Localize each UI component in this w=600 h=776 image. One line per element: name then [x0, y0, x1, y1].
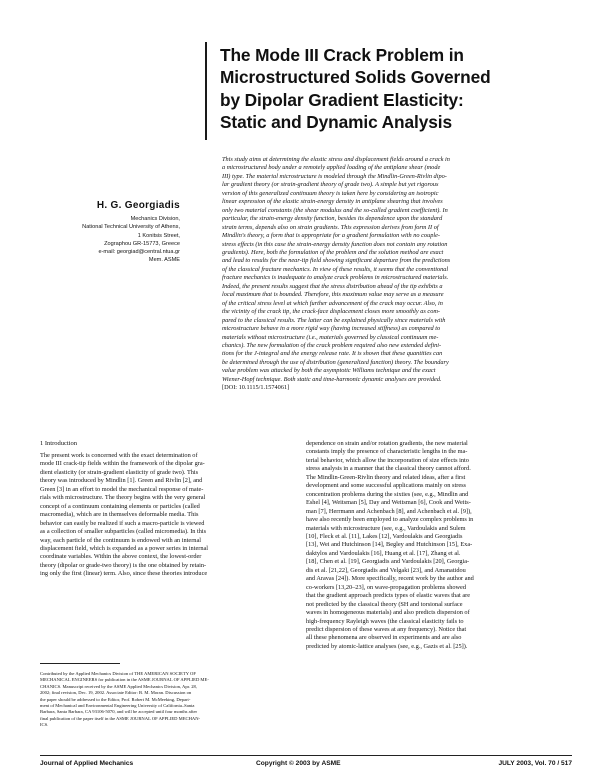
body-line: have also recently been employed to analyze complex problems in [306, 516, 474, 524]
abstract-line: pared to the classical results. The latter can be explained physically since materials with [222, 316, 446, 324]
abstract-line: linear expression of the elastic strain-energy density in antiplane shearing that involves [222, 198, 443, 206]
abstract-line: Indeed, the present results suggest that the stress distribution ahead of the tip exhibits a [222, 282, 443, 290]
affiliation-line: Mechanics Division, [130, 216, 180, 222]
author-name: H. G. Georgiadis [96, 200, 180, 211]
title-line: The Mode III Crack Problem in [220, 45, 464, 65]
footnote-line: MECHANICAL ENGINEERS for publication in the ASME JOURNAL OF APPLIED ME- [40, 677, 209, 683]
body-line: Eshel [4], Weitsman [5], Day and Weitsman [6], Cook and Weits- [306, 499, 471, 507]
affiliation-line: Mem. ASME [148, 257, 180, 264]
body-line: not predicted by the classical theory (SH and torsional surface [306, 600, 463, 608]
body-line: The Mindlin-Green-Rivlin theory and related ideas, after a first [306, 473, 466, 481]
footnote-rule [40, 663, 120, 664]
doi[interactable]: [DOI: 10.1115/1.1574061] [222, 384, 290, 392]
abstract-line: particular, the strain-energy density function, besides its dependence upon the standard [222, 215, 443, 223]
section-heading: 1 Introduction [40, 440, 78, 447]
body-line: man [7], Herrmann and Achenbach [8], and Achenbach et al. [9]), [306, 507, 472, 515]
abstract-line: microstructure behave in a more rigid way (having increased stiffness) as compared to [222, 325, 441, 333]
abstract-line: gradients). Here, both the formulation of the problem and the solution method are exact [222, 248, 444, 256]
footer-issue: JULY 2003, Vol. 70 / 517 [498, 760, 572, 767]
abstract-line: stress effects (in this case the strain-energy density function does not contain any rotation [222, 240, 448, 248]
body-line: [18], Chen et al. [19], Georgiadis and Vardoulakis [20], Georgia- [306, 558, 470, 566]
abstract-line: Mindlin's theory, a form that is appropriate for a gradient formulation with no couple- [222, 232, 441, 240]
body-line: materials with microstructure (see, e.g., Vardoulakis and Sulem [306, 524, 466, 532]
body-line: The present work is concerned with the exact determination of [40, 452, 198, 459]
affiliation-line: 1 Konitsis Street, [137, 232, 180, 239]
abstract-line: fracture mechanics is inadequate to analyze crack problems in microstructured materials. [222, 274, 449, 282]
footer-rule [40, 755, 572, 756]
footnote-line: final publication of the paper itself in the ASME JOURNAL OF APPLIED MECHAN- [40, 715, 201, 721]
abstract-line: of the critical stress level at which further advancement of the crack may occur. Also, in [222, 299, 443, 307]
body-line: way, each particle of the continuum is endowed with an internal [40, 536, 201, 544]
body-line: displacement field, which is expanded as a power series in internal [40, 544, 209, 552]
body-line: dient elasticity (or strain-gradient elasticity of grade two). This [40, 468, 199, 476]
body-line: predict dispersion of these waves at any frequency). Notice that [306, 625, 467, 633]
footnote-line: 2002; final revision, Dec. 19, 2002. Associate Editor: B. M. Moran. Discussion on [40, 690, 192, 696]
body-line: concentration problems during the sixties (see, e.g., Mindlin and [306, 490, 469, 498]
abstract-line: This study aims at determining the elastic stress and displacement fields around a crack in [222, 156, 450, 163]
body-line: coordinate variables. Within the above context, the lowest-order [40, 553, 202, 561]
footer-copyright: Copyright © 2003 by ASME [256, 760, 341, 767]
abstract-line: a microstructured body under a remotely applied loading of the antiplane shear (mode [222, 164, 441, 172]
abstract-line: strain terms, depends also on strain gradients. This expression derives from form II of [222, 223, 439, 231]
footnote-line: the paper should be addressed to the Editor, Prof. Robert M. McMeeking, Depart- [40, 696, 191, 702]
abstract-line: be determined through the use of distribution (generalized function) theory. The boundary [222, 358, 449, 366]
right-column [306, 440, 572, 651]
abstract-line: materials without microstructure (i.e., materials governed by classical continuum me- [222, 333, 439, 341]
author-block [40, 200, 180, 265]
abstract-line: tions for the J-integral and the energy release rate. It is shown that these quantities can [222, 350, 443, 358]
footer-journal: Journal of Applied Mechanics [40, 760, 134, 767]
body-line: constants imply the presence of characteristic lengths in the ma- [306, 448, 468, 456]
body-line: ing only the first (linear) term. Also, since these theories introduce [40, 570, 208, 578]
footnote-line: CHANICS. Manuscript received by the ASME Applied Mechanics Division, Apr. 28, [40, 683, 197, 689]
body-line: stress analysis in a manner that the classical theory cannot afford. [306, 465, 471, 473]
abstract-line: and lead to results for the near-tip field showing significant departure from the predictions [222, 257, 451, 265]
abstract-line: the vicinity of the crack tip, the crack-face displacement closes more smoothly as com- [222, 308, 440, 316]
body-line: high-frequency Rayleigh waves (the classical elasticity fails to [306, 617, 464, 625]
abstract-line: version of this generalized continuum theory is taken here by considering an isotropic [222, 189, 439, 197]
abstract-line: chanics). The new formulation of the crack problem required also new extended defini- [222, 341, 442, 349]
title-rule [205, 42, 207, 140]
footnote [40, 671, 296, 729]
body-line: Green [3] in an effort to model the mechanical response of mate- [40, 485, 204, 493]
body-line: dependence on strain and/or rotation gradients, the new material [306, 440, 468, 447]
body-line: daktylos and Vardoulakis [16], Huang et al. [17], Zhang et al. [306, 549, 461, 557]
affiliation-line: National Technical University of Athens, [82, 224, 180, 231]
body-line: waves in homogeneous materials) and also predicts dispersion of [306, 609, 470, 617]
left-column [40, 452, 296, 579]
body-line: and Aravas [24]). More specifically, recent work by the author and [306, 575, 474, 583]
body-line: rials with microstructure. The theory begins with the very general [40, 494, 206, 502]
body-line: macromedia), which are in themselves deformable media. This [40, 511, 199, 519]
abstract-line: Wiener-Hopf technique. Both static and time-harmonic dynamic analyses are provided. [222, 375, 442, 383]
affiliation-line: Zographou GR-15773, Greece [104, 240, 180, 247]
title-line: Static and Dynamic Analysis [220, 112, 452, 133]
abstract-line: local maximum that is bounded. Therefore, this maximum value may serve as a measure [222, 291, 444, 299]
paper-title [220, 44, 570, 134]
footnote-line: ment of Mechanical and Environmental Engineering University of California–Santa [40, 703, 195, 709]
abstract-line: of the classical fracture mechanics. In view of these results, it seems that the conventional [222, 265, 449, 273]
body-line: concept of a continuum containing elements or particles (called [40, 502, 200, 510]
body-line: terial behavior, which allow the incorporation of size effects into [306, 456, 469, 464]
body-line: [13], Wei and Hutchinson [14], Begley and Hutchinson [15], Exa- [306, 541, 473, 549]
body-line: co-workers [13,20–23], on wave-propagation problems showed [306, 583, 467, 591]
body-line: mode III crack-tip fields within the framework of the dipolar gra- [40, 460, 205, 468]
body-line: behavior can easily be realized if such a macro-particle is viewed [40, 519, 205, 527]
title-line: Microstructured Solids Governed [220, 67, 491, 88]
abstract-line: only two material constants (the shear modulus and the so-called gradient coefficient). In [222, 206, 448, 214]
abstract-line: III) type. The material microstructure is modeled through the Mindlin-Green-Rivlin dipo- [222, 172, 447, 180]
body-line: dis et al. [21,22], Georgiadis and Velgaki [23], and Amanatidou [306, 566, 466, 574]
abstract-line: value problem was attacked by both the asymptotic Williams technique and the exact [222, 367, 436, 375]
title-line: by Dipolar Gradient Elasticity: [220, 89, 464, 110]
body-line: theory was introduced by Mindlin [1]. Green and Rivlin [2], and [40, 477, 203, 485]
footnote-line: Contributed by the Applied Mechanics Division of THE AMERICAN SOCIETY OF [40, 671, 196, 676]
author-email: e-mail: georgiad@central.ntua.gr [98, 249, 180, 256]
footnote-line: ICS. [40, 722, 49, 728]
body-line: theory (dipolar or grade-two theory) is the one obtained by retain- [40, 561, 207, 569]
abstract [222, 156, 572, 393]
footnote-line: Barbara, Santa Barbara, CA 93106-5070, and will be accepted until four months after [40, 709, 198, 715]
body-line: as a collection of smaller subparticles (called micromedia). In this [40, 528, 207, 536]
body-line: [10], Fleck et al. [11], Lakes [12], Vardoulakis and Georgiadis [306, 532, 463, 540]
body-line: all these phenomena are observed in experiments and are also [306, 634, 462, 642]
abstract-line: lar gradient theory (or strain-gradient theory of grade two). A simple but yet rigorous [222, 181, 439, 189]
body-line: that the gradient approach predicts types of elastic waves that are [306, 592, 471, 600]
body-line: predicted by atomic-lattice analyses (see, e.g., Gazis et al. [25]). [306, 642, 468, 650]
body-line: development and some successful applications mainly on stress [306, 482, 467, 490]
